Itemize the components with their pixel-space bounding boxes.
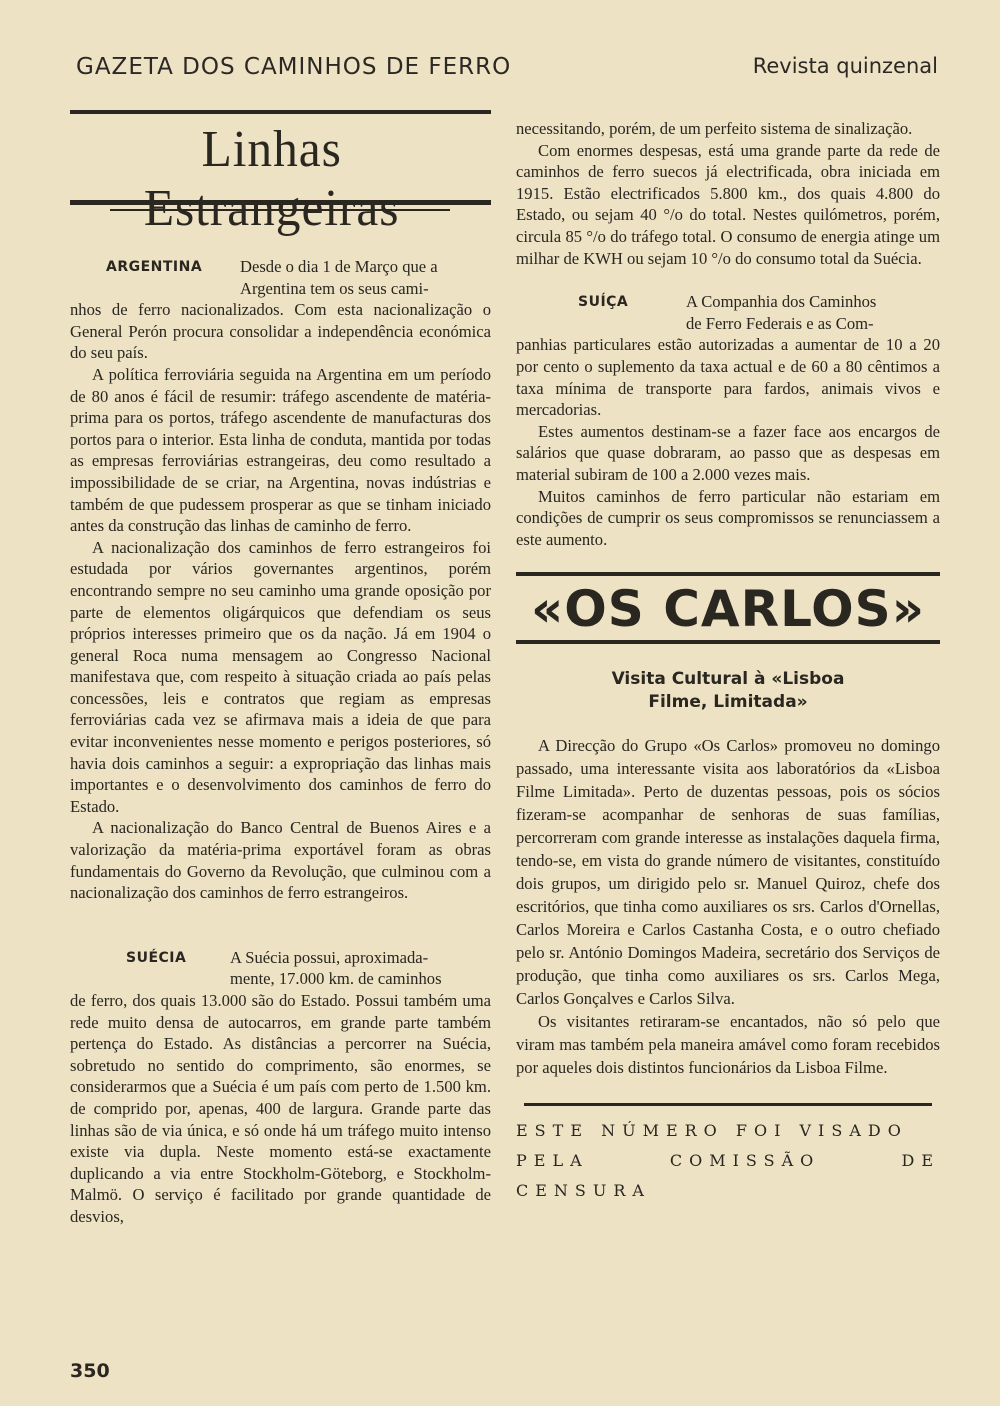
os-carlos-paragraph-1: A Direcção do Grupo «Os Carlos» promoveu no domingo passado, uma interessante visita aos laboratórios da «Lisboa Filme Limitada». Perto de duzentas pessoas, pois os sócios fizeram-se acompanhar de senhoras de suas famílias, percorreram com grande interesse as instalações daquela firma, tendo-se, em vista do grande número de visitantes, constituído dois grupos, um dirigido pelo sr. Manuel Quiroz, chefe dos escritórios, que tinha como auxiliares os srs. Carlos d'Ornellas, Carlos Moreira e Carlos Castanha Costa, e o outro chefiado pelo sr. António Domingos Madeira, secretário dos Serviços de produção, que tinha como auxiliares os srs. Carlos Mega, Carlos Gonçalves e Carlos Silva.	[516, 736, 940, 1009]
main-title-block	[70, 110, 491, 220]
suecia-section	[70, 947, 491, 1228]
argentina-section	[70, 256, 491, 904]
suica-paragraph-1: panhias particulares estão autorizadas a aumentar de 10 a 20 por cento o suplemento da taxa actual e de 60 a 80 cêntimos a taxa mínima de transporte para fardos, animais vivos e mercadorias.	[516, 335, 940, 420]
os-carlos-paragraph-2: Os visitantes retiraram-se encantados, não só pelo que viram mas também pela maneira amável como foram recebidos por aqueles dois distintos funcionários da Lisboa Filme.	[516, 1012, 940, 1078]
publication-subtitle: Revista quinzenal	[752, 54, 938, 78]
argentina-lead-line-1: Desde o dia 1 de Março que a	[240, 257, 438, 276]
left-column	[70, 110, 491, 1228]
suecia-lead-line-1: A Suécia possui, aproximada-	[230, 947, 429, 967]
os-carlos-subhead-line-2: Filme, Limitada»	[648, 692, 808, 713]
argentina-paragraph-2: A política ferroviária seguida na Argentina em um período de 80 anos é fácil de resumir: tráfego ascendente de matéria-prima para os portos, tráfego ascendente de manufacturas dos portos para o interior. Esta linha de conduta, mantida por todas as empresas ferroviárias estrangeiras, deu como resultado a impossibilidade de se criar, na Argentina, novas indústrias e também de que pudessem prosperar as que se tinham iniciado antes da construção das linhas de caminho de ferro.	[70, 364, 491, 536]
main-title: Linhas	[201, 121, 342, 178]
publication-title: GAZETA DOS CAMINHOS DE FERRO	[76, 54, 512, 80]
os-carlos-top-rule	[516, 572, 940, 576]
argentina-paragraph-4: A nacionalização do Banco Central de Buenos Aires e a valorização da matéria-prima exportável foram as obras fundamentais do Governo da Revolução, que culminou com a nacionalização dos caminhos de ferro estrangeiros.	[70, 818, 491, 903]
section-label-argentina: ARGENTINA	[106, 259, 203, 275]
os-carlos-subhead-line-1: Visita Cultural à «Lisboa	[611, 669, 845, 690]
section-label-suecia: SUÉCIA	[126, 949, 187, 966]
suecia-paragraph-1: de ferro, dos quais 13.000 são do Estado. Possui também uma rede muito densa de autocarros, em grande parte também pertença do Estado. As distâncias a percorrer na Suécia, sobretudo no sentido do comprimento, são enormes, se considerarmos que a Suécia é um país com perto de 1.500 km. de comprido por, apenas, 400 de largura. Grande parte das linhas são de via única, e só onde há um tráfego muito intenso existe via dupla. Neste momento está-se exactamente duplicando a via entre Stockholm-Göteborg, e Stockholm-Malmö. O serviço é facilitado por grande quantidade de desvios,	[70, 991, 491, 1226]
censorship-line-2: PELA COMISSÃO DE CENSURA	[516, 1151, 940, 1201]
suica-lead-line-1: A Companhia dos Caminhos	[686, 292, 877, 312]
suica-paragraph-2: Estes aumentos destinam-se a fazer face aos encargos de salários que quase dobraram, ao passo que as despesas em material subiram de 100 a 2.000 vezes mais.	[516, 421, 940, 484]
page-number: 350	[70, 1360, 110, 1382]
section-label-suica: SUÍÇA	[578, 294, 629, 311]
argentina-lead-line-2: Argentina tem os seus cami-	[240, 278, 429, 298]
title-bottom-rule	[70, 200, 491, 205]
suecia-lead	[230, 947, 491, 990]
argentina-paragraph-1: nhos de ferro nacionalizados. Com esta nacionalização o General Perón procura consolidar a independência económica do seu país.	[70, 300, 491, 363]
title-top-rule	[70, 110, 491, 114]
suica-lead-line-2: de Ferro Federais e as Com-	[686, 313, 874, 333]
suica-lead	[686, 291, 940, 334]
suecia-paragraph-2: Com enormes despesas, está uma grande parte da rede de caminhos de ferro suecos já electrificada, obra iniciada em 1915. Estão electrificados 5.800 km., dos quais 4.800 do Estado, ou sejam 40 °/o do total. Nestes quilómetros, porém, circula 85 °/o do tráfego total. O consumo de energia atinge um milhar de KWH ou sejam 10 °/o do consumo total da Suécia.	[516, 140, 940, 268]
argentina-paragraph-3: A nacionalização dos caminhos de ferro estrangeiros foi estudada por vários governantes argentinos, porém encontrando sempre no seu caminho uma grande oposição por parte de elementos oligárquicos que defendiam os seus próprios interesses primeiro que os da nação. Já em 1904 o general Roca numa mensagem ao Congresso Nacional manifestava que, com respeito à situação criada ao país pelas concessões, leis e contratos que regiam as empresas ferroviárias cada vez se afirmava mais a ideia de que para evitar inconvenientes nesse momento e perigos posteriores, só havia dois caminhos a seguir: a expropriação das linhas mais importantes e o desenvolvimento dos caminhos de ferro do Estado.	[70, 537, 491, 816]
suica-section	[516, 291, 940, 550]
suecia-paragraph-1-continued: necessitando, porém, de um perfeito sistema de sinalização.	[516, 119, 913, 138]
title-bottom-rule-thin	[110, 209, 450, 211]
suecia-lead-line-2: mente, 17.000 km. de caminhos	[230, 969, 442, 989]
os-carlos-title: «OS CARLOS»	[530, 580, 925, 639]
argentina-lead	[240, 256, 491, 299]
suica-paragraph-3: Muitos caminhos de ferro particular não estariam em condições de cumprir os seus compromissos se renunciassem a este aumento.	[516, 486, 940, 549]
censorship-line-1: ESTE NÚMERO FOI VISADO	[516, 1121, 908, 1141]
right-column	[516, 118, 940, 1206]
